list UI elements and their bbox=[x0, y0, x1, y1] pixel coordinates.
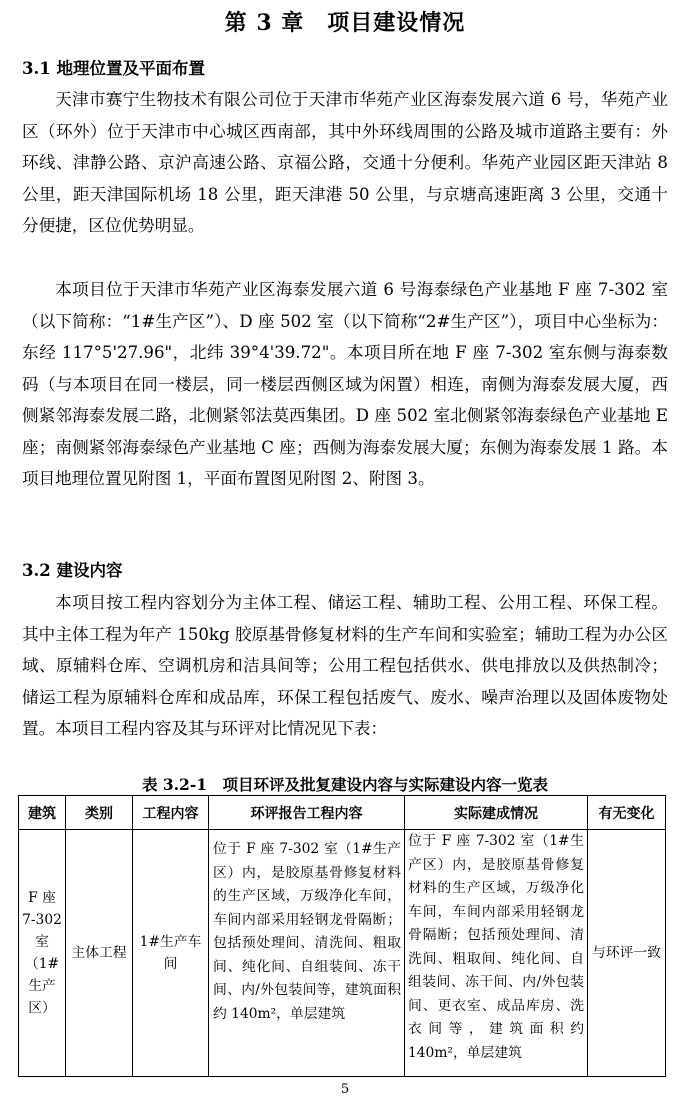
cell-change: 与环评一致 bbox=[588, 830, 666, 1077]
cell-eia-content: 位于 F 座 7-302 室（1#生产区）内，是胶原基骨修复材料的生产区域，万级净化车间，车间内部采用轻钢龙骨隔断；包括预处理间、清洗间、粗取间、纯化间、自组装间、冻干间、内/外包装间等，建筑面积约 140m²，单层建筑 bbox=[209, 830, 405, 1077]
header-actual-status: 实际建成情况 bbox=[405, 796, 588, 830]
section-heading-3-2: 3.2 建设内容 bbox=[22, 561, 123, 580]
cell-actual-status: 位于 F 座 7-302 室（1#生产区）内，是胶原基骨修复材料的生产区域，万级净化车间，车间内部采用轻钢龙骨隔断；包括预处理间、清洗间、粗取间、纯化间、自组装间、冻干间、内/外包装间、更衣室、成品库房、洗衣间等，建筑面积约 140m²，单层建筑 bbox=[405, 830, 588, 1077]
header-change: 有无变化 bbox=[588, 796, 666, 830]
page-number: 5 bbox=[340, 1082, 350, 1097]
section-3-1-paragraph-2: 本项目位于天津市华苑产业区海泰发展六道 6 号海泰绿色产业基地 F 座 7-302 室（以下简称：“1#生产区”）、D 座 502 室（以下简称“2#生产区”），项目中心坐标为：东经 117°5'27.96"，北纬 39°4'39.72"。本项目所在地 F 座 7-302 室东侧与海泰数码（与本项目在同一楼层，同一楼层西侧区域为闲置）相连，南侧为海泰发展大厦，西侧紧邻海泰发展二路，北侧紧邻法莫西集团。D 座 502 室北侧紧邻海泰绿色产业基地 E 座；南侧紧邻海泰绿色产业基地 C 座；西侧为海泰发展大厦；东侧为海泰发展 1 路。本项目地理位置见附图 1，平面布置图见附图 2、附图 3。 bbox=[22, 280, 668, 488]
table-caption: 表 3.2-1 项目环评及批复建设内容与实际建设内容一览表 bbox=[141, 775, 549, 794]
construction-comparison-table bbox=[18, 795, 666, 1077]
cell-category: 主体工程 bbox=[66, 830, 133, 1077]
cell-building: F 座 7-302 室（1#生产区） bbox=[19, 830, 66, 1077]
header-content: 工程内容 bbox=[133, 796, 209, 830]
table-header-row bbox=[19, 796, 666, 830]
section-3-1-paragraph-1: 天津市赛宁生物技术有限公司位于天津市华苑产业区海泰发展六道 6 号，华苑产业区（环外）位于天津市中心城区西南部，其中外环线周围的公路及城市道路主要有：外环线、津静公路、京沪高速公路、京福公路，交通十分便利。华苑产业园区距天津站 8 公里，距天津国际机场 18 公里，距天津港 50 公里，与京塘高速距离 3 公里，交通十分便捷，区位优势明显。 bbox=[22, 90, 668, 235]
header-category: 类别 bbox=[66, 796, 133, 830]
table-row bbox=[19, 830, 666, 1077]
header-eia-content: 环评报告工程内容 bbox=[209, 796, 405, 830]
header-building: 建筑 bbox=[19, 796, 66, 830]
section-3-2-paragraph-1: 本项目按工程内容划分为主体工程、储运工程、辅助工程、公用工程、环保工程。其中主体工程为年产 150kg 胶原基骨修复材料的生产车间和实验室；辅助工程为办公区域、原辅料仓库、空调机房和洁具间等；公用工程包括供水、供电排放以及供热制冷；储运工程为原辅料仓库和成品库，环保工程包括废气、废水、噪声治理以及固体废物处置。本项目工程内容及其与环评对比情况见下表： bbox=[22, 593, 668, 738]
chapter-title: 第 3 章 项目建设情况 bbox=[224, 10, 466, 36]
section-heading-3-1: 3.1 地理位置及平面布置 bbox=[22, 59, 205, 78]
cell-content: 1#生产车间 bbox=[133, 830, 209, 1077]
